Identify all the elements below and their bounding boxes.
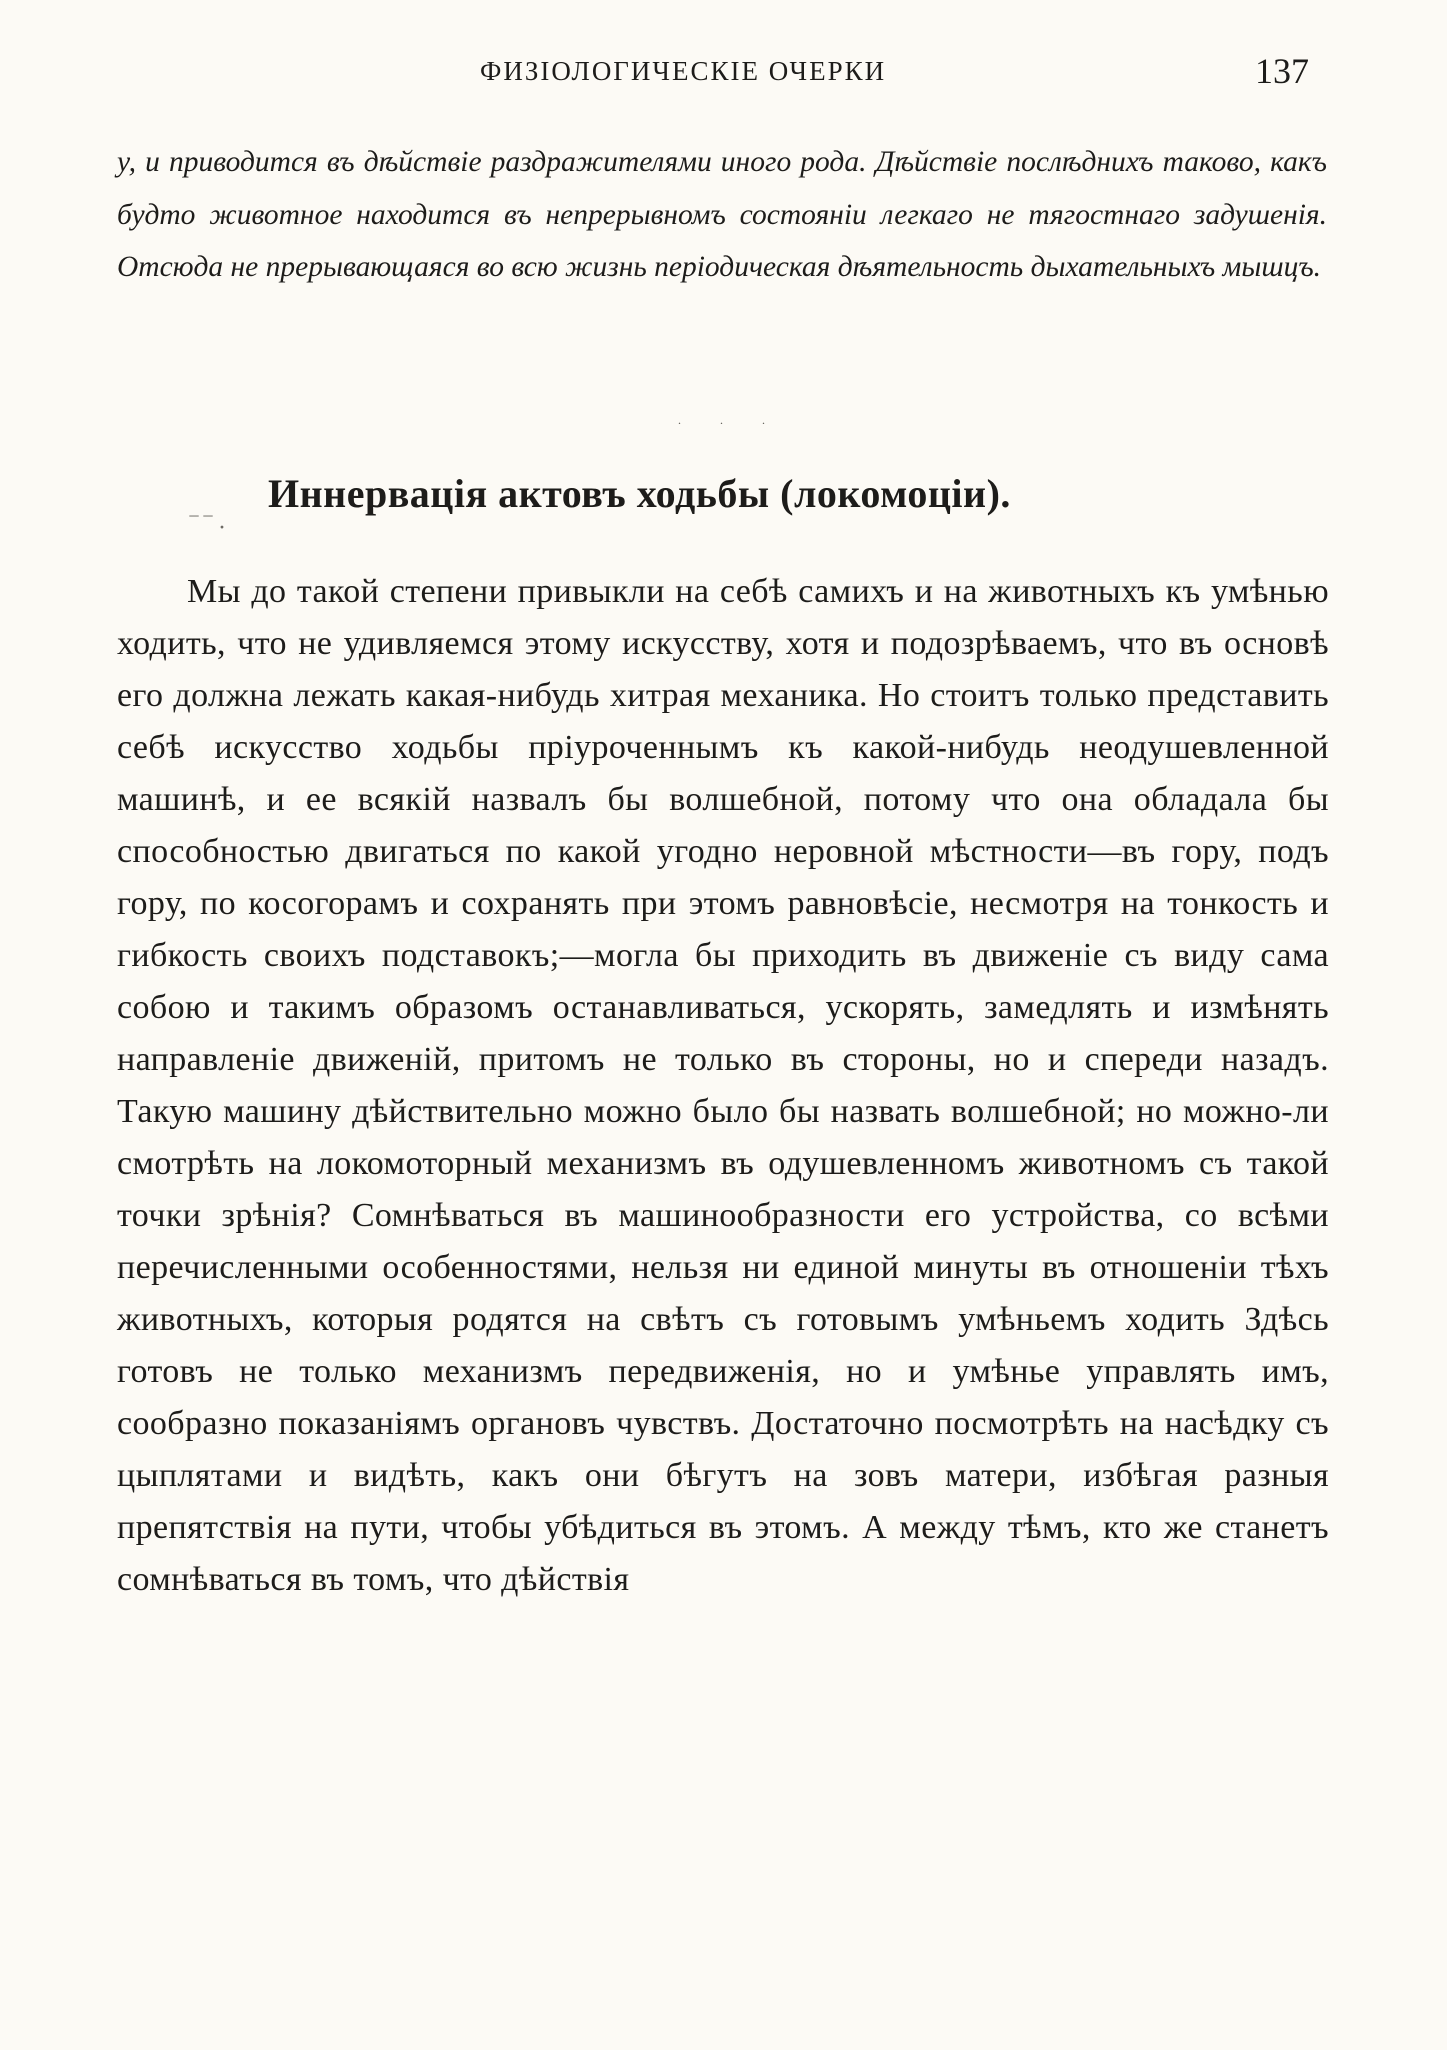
italic-continuation-paragraph: у, и приводится въ дѣйствіе раздражителями иного рода. Дѣйствіе послѣднихъ таково, какъ будто животное находится въ непрерывномъ состояніи легкаго не тягостнаго задушенія. Отсюда не прерывающаяся во всю жизнь періодическая дѣятельность дыхательныхъ мышцъ.: [117, 146, 1327, 283]
section-heading: Иннервація актовъ ходьбы (локомоціи).: [268, 471, 1011, 516]
running-head: ФИЗІОЛОГИЧЕСКІЕ ОЧЕРКИ: [480, 56, 887, 86]
section-ornament: . . .: [678, 413, 783, 427]
body-text: [117, 566, 1329, 1606]
margin-mark: ‾ ‾ ·: [190, 515, 226, 541]
body-paragraph: Мы до такой степени привыкли на себѣ самихъ и на животныхъ къ умѣнью ходить, что не удивляемся этому искусству, хотя и подозрѣваемъ, что въ основѣ его должна лежать какая-нибудь хитрая механика. Но стоитъ только представить себѣ искусство ходьбы пріуроченнымъ къ какой-нибудь неодушевленной машинѣ, и ее всякій назвалъ бы волшебной, потому что она обладала бы способностью двигаться по какой угодно неровной мѣстности—въ гору, подъ гору, по косогорамъ и сохранять при этомъ равновѣсіе, несмотря на тонкость и гибкость своихъ подставокъ;—могла бы приходить въ движеніе съ виду сама собою и такимъ образомъ останавливаться, ускорять, замедлять и измѣнять направленіе движеній, притомъ не только въ стороны, но и спереди назадъ. Такую машину дѣйствительно можно было бы назвать волшебной; но можно-ли смотрѣть на локомоторный механизмъ въ одушевленномъ животномъ съ такой точки зрѣнія? Сомнѣваться въ машинообразности его устройства, со всѣми перечисленными особенностями, нельзя ни единой минуты въ отношеніи тѣхъ животныхъ, которыя родятся на свѣтъ съ готовымъ умѣньемъ ходить Здѣсь готовъ не только механизмъ передвиженія, но и умѣнье управлять имъ, сообразно показаніямъ органовъ чувствъ. Достаточно посмотрѣть на насѣдку съ цыплятами и видѣть, какъ они бѣгутъ на зовъ матери, избѣгая разныя препятствія на пути, чтобы убѣдиться въ этомъ. А между тѣмъ, кто же станетъ сомнѣваться въ томъ, что дѣйствія: [117, 573, 1329, 1598]
page-number: 137: [1255, 51, 1309, 91]
